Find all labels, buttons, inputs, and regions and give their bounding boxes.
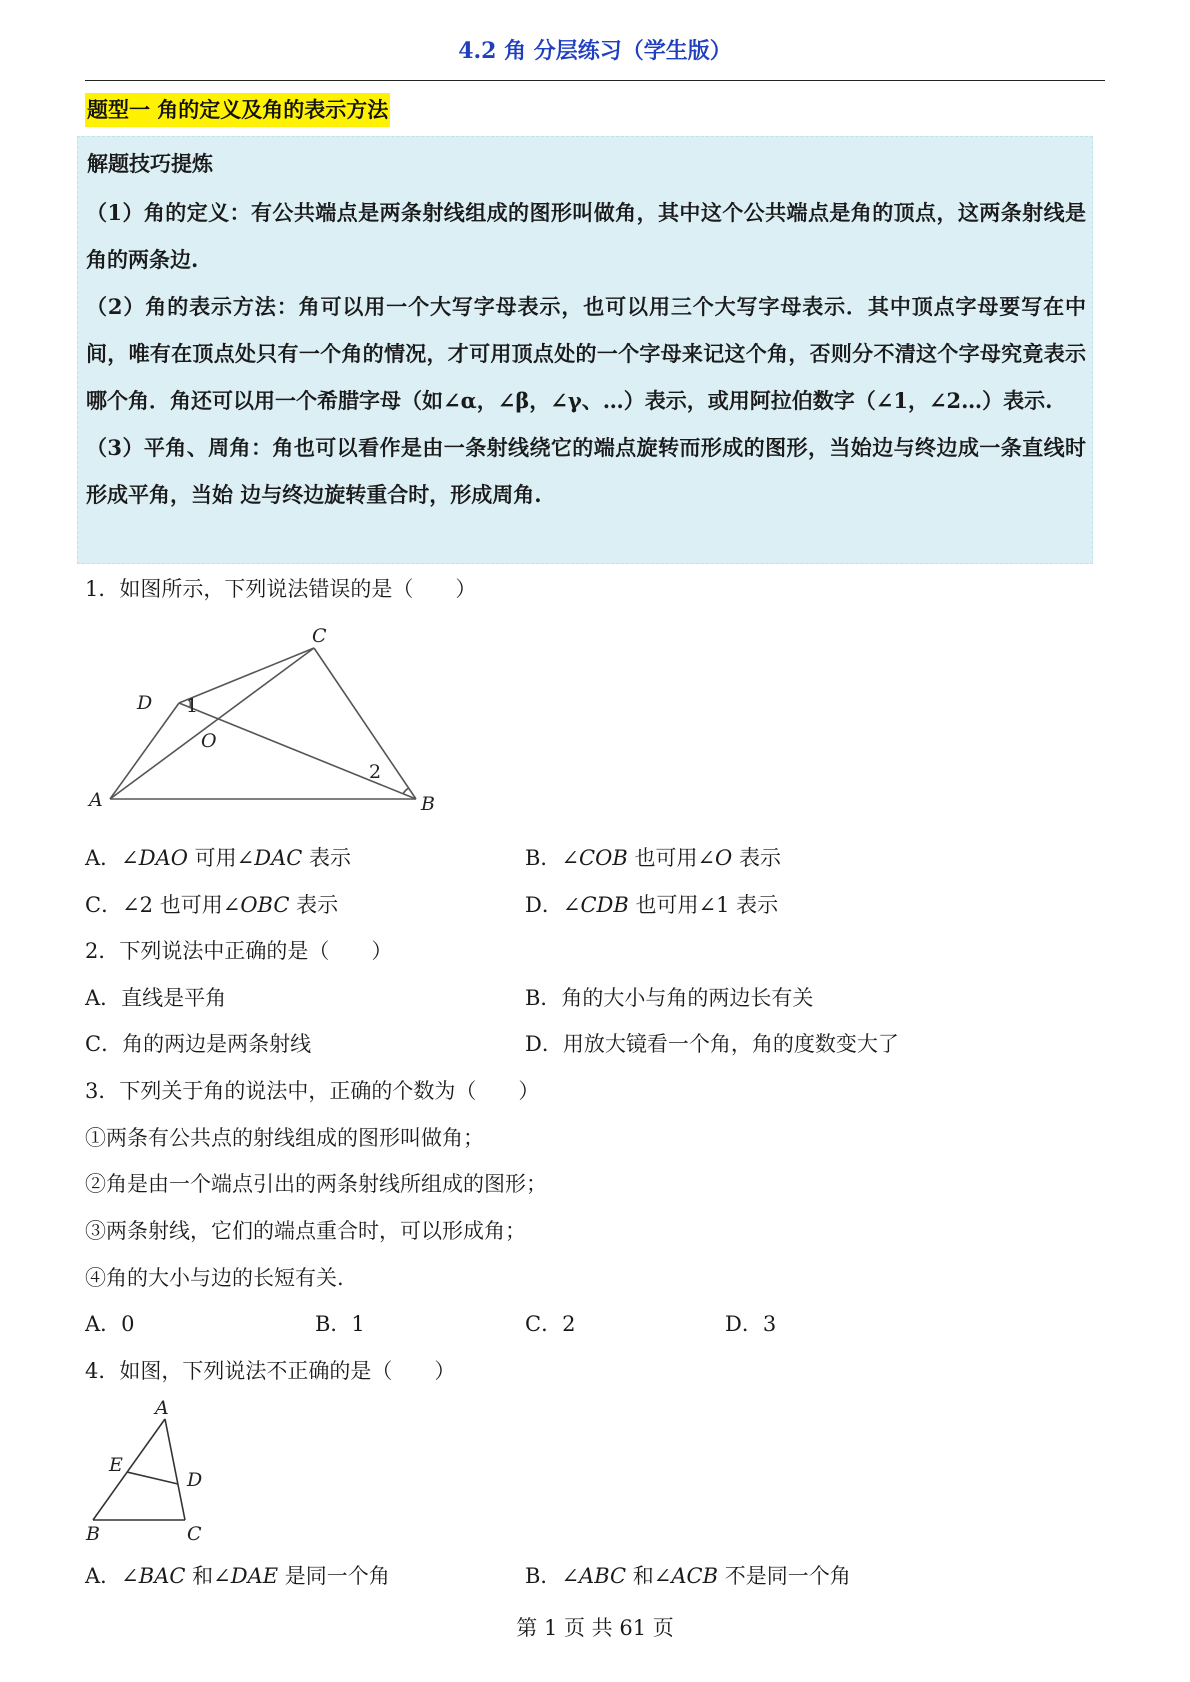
option-letter: B．: [525, 1564, 562, 1588]
option-text: 是同一个角: [278, 1564, 390, 1588]
option-text: 表示: [289, 893, 339, 917]
figure-label-d: D: [187, 1469, 203, 1491]
option-letter: D．: [525, 893, 563, 917]
question-4-option-b[interactable]: [525, 1560, 851, 1590]
option-text: 表示: [732, 846, 781, 870]
option-angle-name: ABC: [579, 1564, 627, 1588]
page-title: 4.2 角 分层练习（学生版）: [458, 38, 732, 64]
question-3-statement-2: ②角是由一个端点引出的两条射线所组成的图形；: [85, 1172, 547, 1196]
figure-label-angle-2: 2: [369, 761, 382, 783]
option-angle-name: COB: [579, 846, 628, 870]
tips-paragraph-notation: （2）角的表示方法：角可以用一个大写字母表示，也可以用三个大写字母表示．其中顶点字母要写在中间，唯有在顶点处只有一个角的情况，才可用顶点处的一个字母来记这个角，否则分不清这个字母究竟表示哪个角．角还可以用一个希腊字母（如∠α，∠β，∠γ、…）表示，或用阿拉伯数字（∠1，∠2…）表示.: [86, 294, 1086, 413]
tips-paragraph-straight-round-angle: （3）平角、周角：角也可以看作是由一条射线绕它的端点旋转而形成的图形，当始边与终边成一条直线时形成平角，当始 边与终边旋转重合时，形成周角.: [86, 435, 1086, 507]
question-1-option-d[interactable]: [525, 889, 778, 919]
question-2-option-b[interactable]: B．角的大小与角的两边长有关: [525, 986, 814, 1010]
title-divider: [85, 80, 1105, 81]
option-text: 和∠: [185, 1564, 231, 1588]
figure-label-b: B: [421, 793, 435, 810]
question-1-stem: 1．如图所示，下列说法错误的是（ ）: [85, 577, 477, 601]
question-4-figure: [85, 1396, 235, 1546]
segment-cb: [314, 648, 416, 799]
option-angle-name: BAC: [138, 1564, 186, 1588]
option-angle-name: O: [715, 846, 733, 870]
segment-ac: [165, 1419, 185, 1520]
option-angle-name: DAC: [254, 846, 303, 870]
question-1-figure: [85, 620, 445, 810]
question-3-statement-4: ④角的大小与边的长短有关.: [85, 1266, 344, 1290]
segment-ed: [127, 1472, 178, 1484]
question-3-option-d[interactable]: D．3: [725, 1312, 777, 1336]
figure-label-c: C: [187, 1523, 202, 1545]
question-1-option-a[interactable]: [85, 842, 351, 872]
figure-label-d: D: [137, 692, 153, 714]
option-text: 和∠: [626, 1564, 672, 1588]
figure-label-e: E: [109, 1454, 123, 1476]
angle-2-arc: [403, 788, 409, 794]
question-4-stem: 4．如图，下列说法不正确的是（ ）: [85, 1359, 456, 1383]
option-angle-name: OBC: [240, 893, 290, 917]
question-2-option-a[interactable]: A．直线是平角: [85, 986, 227, 1010]
option-angle-name: DAO: [138, 846, 188, 870]
segment-dc: [179, 648, 314, 703]
question-2-stem: 2．下列说法中正确的是（ ）: [85, 939, 393, 963]
question-4-option-a[interactable]: [85, 1560, 390, 1590]
option-angle-name: ACB: [671, 1564, 719, 1588]
option-text: ∠: [121, 1564, 139, 1588]
question-3-statement-3: ③两条射线，它们的端点重合时，可以形成角；: [85, 1219, 526, 1243]
option-letter: A．: [85, 846, 122, 870]
option-text: ∠: [561, 846, 580, 870]
segment-ab: [93, 1419, 165, 1520]
option-text: 表示: [302, 846, 352, 870]
option-text: ∠2 也可用∠: [122, 893, 241, 917]
figure-label-o: O: [201, 730, 217, 752]
option-text: 也可用∠1 表示: [628, 893, 779, 917]
option-text: 不是同一个角: [718, 1564, 851, 1588]
option-text: 也可用∠: [627, 846, 716, 870]
segment-ad: [110, 703, 179, 799]
question-3-option-b[interactable]: B．1: [315, 1312, 365, 1336]
option-letter: A．: [85, 1564, 122, 1588]
question-1-option-c[interactable]: [85, 889, 338, 919]
figure-label-b: B: [86, 1523, 100, 1545]
section-heading: 题型一 角的定义及角的表示方法: [85, 93, 390, 127]
question-3-option-a[interactable]: A．0: [85, 1312, 135, 1336]
tips-text: [86, 189, 1086, 518]
option-angle-name: DAE: [230, 1564, 279, 1588]
figure-label-a: A: [89, 789, 103, 810]
option-text: ∠: [121, 846, 139, 870]
tips-paragraph-definition: （1）角的定义：有公共端点是两条射线组成的图形叫做角，其中这个公共端点是角的顶点，这两条射线是角的两条边.: [86, 200, 1086, 272]
option-text: ∠: [562, 893, 581, 917]
tips-box: [77, 136, 1093, 564]
option-letter: B．: [525, 846, 562, 870]
tips-heading: 解题技巧提炼: [87, 151, 213, 176]
question-3-option-c[interactable]: C．2: [525, 1312, 576, 1336]
option-text: ∠: [561, 1564, 580, 1588]
option-text: 可用∠: [188, 846, 255, 870]
question-2-option-c[interactable]: C．角的两边是两条射线: [85, 1032, 312, 1056]
figure-label-angle-1: 1: [186, 695, 199, 717]
question-3-stem: 3．下列关于角的说法中，正确的个数为（ ）: [85, 1079, 540, 1103]
question-2-option-d[interactable]: D．用放大镜看一个角，角的度数变大了: [525, 1032, 899, 1056]
option-angle-name: CDB: [580, 893, 629, 917]
page-footer: 第 1 页 共 61 页: [516, 1616, 674, 1640]
option-letter: C．: [85, 893, 123, 917]
segment-ac: [110, 648, 314, 799]
question-1-option-b[interactable]: [525, 842, 781, 872]
question-3-statement-1: ①两条有公共点的射线组成的图形叫做角；: [85, 1126, 484, 1150]
figure-label-a: A: [155, 1397, 169, 1419]
figure-label-c: C: [312, 625, 327, 647]
